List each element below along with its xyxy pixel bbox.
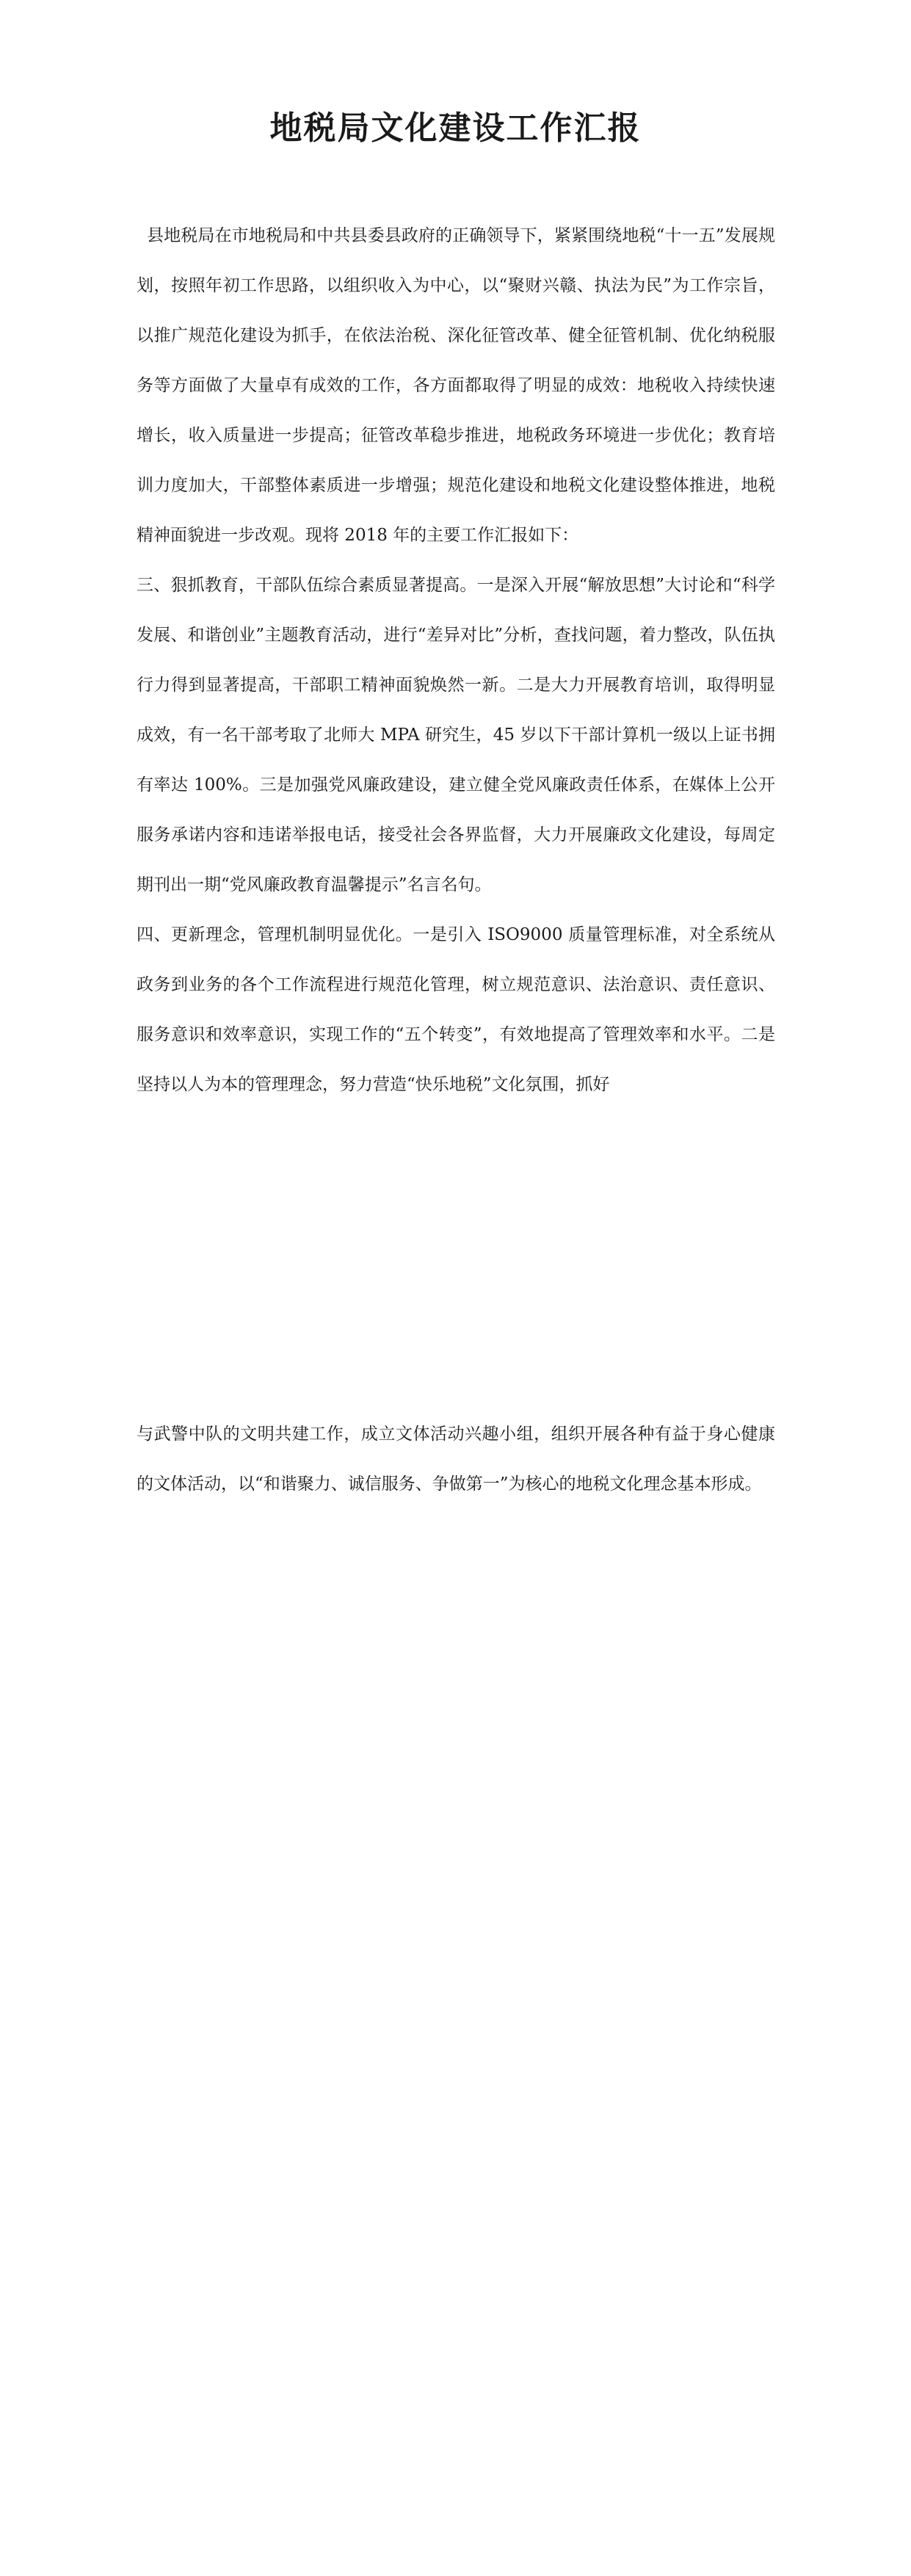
document-body-upper: [137, 211, 775, 1110]
section-4-continuation: 与武警中队的文明共建工作，成立文体活动兴趣小组，组织开展各种有益于身心健康的文体活动，以“和谐聚力、诚信服务、争做第一”为核心的地税文化理念基本形成。: [137, 1425, 775, 1494]
document-title: 地税局文化建设工作汇报: [269, 109, 642, 147]
document-body-lower: [137, 1409, 775, 1509]
section-4-paragraph: 四、更新理念，管理机制明显优化。一是引入 ISO9000 质量管理标准，对全系统从政务到业务的各个工作流程进行规范化管理，树立规范意识、法治意识、责任意识、服务意识和效率意识，实现工作的“五个转变”，有效地提高了管理效率和水平。二是坚持以人为本的管理理念，努力营造“快乐地税”文化氛围，抓好: [137, 925, 775, 1094]
section-3-paragraph: 三、狠抓教育，干部队伍综合素质显著提高。一是深入开展“解放思想”大讨论和“科学发展、和谐创业”主题教育活动，进行“差异对比”分析，查找问题，着力整改，队伍执行力得到显著提高，干部职工精神面貌焕然一新。二是大力开展教育培训，取得明显成效，有一名干部考取了北师大 MPA 研究生，45 岁以下干部计算机一级以上证书拥有率达 100%。三是加强党风廉政建设，建立健全党风廉政责任体系，在媒体上公开服务承诺内容和违诺举报电话，接受社会各界监督，大力开展廉政文化建设，每周定期刊出一期“党风廉政教育温馨提示”名言名句。: [137, 576, 775, 894]
intro-paragraph: 县地税局在市地税局和中共县委县政府的正确领导下，紧紧围绕地税“十一五”发展规划，按照年初工作思路，以组织收入为中心，以“聚财兴赣、执法为民”为工作宗旨，以推广规范化建设为抓手，在依法治税、深化征管改革、健全征管机制、优化纳税服务等方面做了大量卓有成效的工作，各方面都取得了明显的成效：地税收入持续快速增长，收入质量进一步提高；征管改革稳步推进，地税政务环境进一步优化；教育培训力度加大，干部整体素质进一步增强；规范化建设和地税文化建设整体推进，地税精神面貌进一步改观。现将 2018 年的主要工作汇报如下：: [137, 226, 775, 545]
